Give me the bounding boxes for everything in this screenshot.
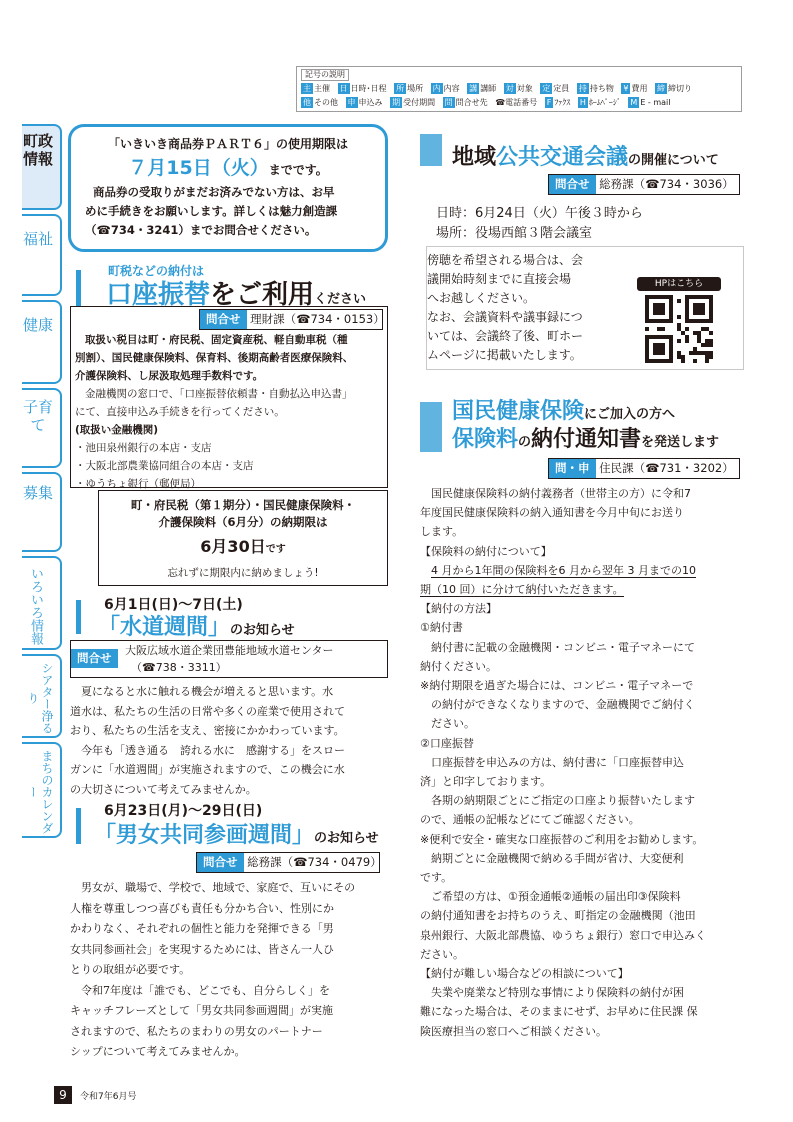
legend-item: 期 受付期間 xyxy=(392,98,436,107)
legend-item: 所 場所 xyxy=(396,84,424,93)
legend-item: 締 締切り xyxy=(657,84,693,93)
heading-bar xyxy=(76,270,81,306)
legend-item: H ﾎｰﾑﾍﾟｰｼﾞ xyxy=(579,98,621,107)
sidebar-tab-label: 健康 xyxy=(22,316,53,334)
qr-code-icon[interactable] xyxy=(645,295,713,363)
gender-body: 男女が、職場で、学校で、地域で、家庭で、互いにその 人権を尊重しつつ喜びも責任も分かち合い、性別にか かわりなく、それぞれの個性と能力を発揮できる「男 女共同参画社会」を実現するためには、皆さん一人ひ とりの取組が必要です。 令和7年度は「誰でも、どこでも、自分らしく」を キャッチフレーズとして「男女共同参画週間」が実施 されますので、私たちのまわりの男女のパートナー シップについて考えてみませんか。 xyxy=(70,881,356,1058)
issue-label: 令和7年6月号 xyxy=(80,1092,137,1102)
qr-block[interactable] xyxy=(637,277,721,369)
water-title: 「水道週間」のお知らせ xyxy=(98,615,295,640)
legend-row-2 xyxy=(301,97,676,108)
transit-box xyxy=(426,246,744,370)
deadline-date-line: 6月30日です xyxy=(200,537,286,556)
sidebar-tab-town-info[interactable] xyxy=(22,124,62,210)
transit-heading xyxy=(420,134,750,174)
legend-title: 記号の説明 xyxy=(301,69,349,81)
heading-bar xyxy=(76,600,81,634)
account-title: 口座振替をご利用ください xyxy=(106,280,367,310)
water-heading xyxy=(76,594,390,640)
nhi-heading-methods: 【納付の方法】 xyxy=(420,602,497,616)
legend-item: 主 主催 xyxy=(303,84,330,93)
gender-heading xyxy=(76,800,390,846)
deadline-note: 忘れずに期限内に納めましょう! xyxy=(167,567,319,579)
legend-item: 定 定員 xyxy=(542,84,570,93)
heading-bar xyxy=(420,134,442,166)
qr-label: HPはこちら xyxy=(637,277,721,291)
sidebar-tab-label: 募集 xyxy=(22,484,53,502)
sidebar-tab-label: シアター浄るり xyxy=(26,662,54,734)
legend-item: 講 講師 xyxy=(469,84,497,93)
heading-bar xyxy=(76,808,81,844)
transit-body: 傍聴を希望される場合は、会 議開始時刻までに直接会場 へお越しください。 なお、会議資料や議事録につ いては、会議終了後、町ホー ムページに掲載いたします。 xyxy=(427,253,584,362)
sidebar-tab-recruitment[interactable] xyxy=(22,472,62,552)
voucher-date-suffix: までです。 xyxy=(268,163,328,177)
legend-item: ¥ 費用 xyxy=(623,84,648,93)
voucher-body: 商品券の受取りがまだお済みでない方は、お早 めに手続きをお願いします。詳しくは魅力創造課 （☎734・3241）までお問合せください。 xyxy=(85,185,338,237)
deadline-line1: 町・府民税（第１期分）・国民健康保険料・ xyxy=(130,498,356,512)
legend-box xyxy=(296,66,742,112)
sidebar-tab-misc-info[interactable] xyxy=(22,556,62,650)
legend-item: F ﾌｧｸｽ xyxy=(546,98,571,107)
legend-row-1 xyxy=(301,83,697,94)
sidebar-tab-calendar[interactable] xyxy=(22,742,62,838)
account-box xyxy=(70,306,388,488)
transit-datetime: 日時：6月24日（火）午後３時から xyxy=(436,206,643,221)
nhi-heading xyxy=(420,394,750,454)
legend-item: 対 対象 xyxy=(505,84,533,93)
sidebar-tab-childcare[interactable] xyxy=(22,388,62,468)
legend-item: 内 内容 xyxy=(432,84,460,93)
account-heading xyxy=(76,262,390,310)
sidebar-tab-label: 子育て xyxy=(22,398,53,434)
transit-place: 場所：役場西館３階会議室 xyxy=(436,226,593,241)
deadline-box xyxy=(98,490,388,586)
water-body: 夏になると水に触れる機会が増えると思います。水 道水は、私たちの生活の日常や多くの産業で使用されて おり、私たちの生活を支え、密接にかかわっています。 今年も「透き通る 誇れる水に 感謝する」をスロー ガンに「水道週間」が実施されますので、この機会に水 の大切さについて考えてみませんか。 xyxy=(70,685,345,796)
voucher-date-line xyxy=(71,153,385,180)
heading-bar xyxy=(420,402,442,452)
legend-item: 日 日時･日程 xyxy=(339,84,387,93)
sidebar-tab-health[interactable] xyxy=(22,300,62,384)
voucher-line1: 「いきいき商品券ＰＡＲＴ６」の使用期限は xyxy=(107,137,348,151)
nhi-inquiry: 問・申 住民課（☎731・3202） xyxy=(548,458,740,479)
gender-title: 「男女共同参画週間」のお知らせ xyxy=(94,823,379,848)
legend-item: 申 申込み xyxy=(347,98,383,107)
transit-inquiry: 問合せ 総務課（☎734・3036） xyxy=(548,174,740,195)
water-inquiry: 問合せ 大阪広域水道企業団豊能地域水道センター （☎738・3311） xyxy=(70,640,388,678)
account-body: 取扱い税目は町・府民税、固定資産税、軽自動車税（種 別割）、国民健康保険料、保育料、後期高齢者医療保険料、 介護保険料、し尿汲取処理手数料です。 xyxy=(75,334,354,382)
legend-item: ☎電話番号 xyxy=(495,98,538,107)
sidebar-tab-label: まちのカレンダー xyxy=(26,750,54,834)
legend-item: 他 その他 xyxy=(303,98,338,107)
legend-item: M E - mail xyxy=(630,98,671,107)
voucher-date: ７月15日（火） xyxy=(128,157,269,179)
page-number: 9 xyxy=(54,1086,72,1104)
nhi-body: 国民健康保険料の納付義務者（世帯主の方）に令和7 年度国民健康保険料の納入通知書を今月中旬にお送り します。 【保険料の納付について】 4 月から1年間の保険料を6 月から翌年 3 月までの10 期（10 回）に分けて納付いただきます。 【納付の方法】 ①納付書 納付書に記載の金融機関・コンビニ・電子マネーにて 納付ください。 ※納付期限を過ぎた場合には、コンビニ・電子マネーで の納付ができなくなりますので、金融機関でご納付く ださい。 ②口座振替 口座振替を申込みの方は、納付書に「口座振替申込 済」と印字しております。 各期の納期限ごとにご指定の口座より振替いたします ので、通帳の記帳などにてご確認ください。 ※便利で安全・確実な口座振替のご利用をお勧めします。 納期ごとに金融機関で納める手間が省け、大変便利 です。 ご希望の方は、①預金通帳②通帳の届出印③保険料 の納付通知書をお持ちのうえ、町指定の金融機関（池田 泉州銀行、大阪北部農協、ゆうちょ銀行）窓口で申込みく ださい。 【納付が難しい場合などの相談について】 失業や廃業など特別な事情により保険料の納付が困 難になった場合は、そのままにせず、お早めに住民課 保 険医療担当の窓口へご相談ください。 xyxy=(420,484,750,1041)
nhi-title-line1: 国民健康保険にご加入の方へ xyxy=(452,399,676,424)
account-inquiry: 問合せ 理財課（☎734・0153） xyxy=(199,309,383,330)
legend-item: 問 問合せ先 xyxy=(444,98,488,107)
gender-dates: 6月23日(月)～29日(日) xyxy=(104,803,263,819)
nhi-title-line2: 保険料の納付通知書を発送します xyxy=(452,427,720,452)
water-dates: 6月1日(日)～7日(土) xyxy=(104,597,243,613)
legend-item: 持 持ち物 xyxy=(578,84,614,93)
deadline-line2: 介護保険料（6月分）の納期限は xyxy=(158,515,328,529)
sidebar-tab-label: いろいろ情報 xyxy=(28,567,43,645)
sidebar-tab-label: 福祉 xyxy=(22,230,53,248)
sidebar-tab-welfare[interactable] xyxy=(22,214,62,296)
nhi-heading-payment: 【保険料の納付について】 xyxy=(420,544,552,558)
account-pre: 町税などの納付は xyxy=(108,264,205,278)
nhi-heading-consult: 【納付が難しい場合などの相談について】 xyxy=(420,967,629,981)
sidebar-tab-theater[interactable] xyxy=(22,654,62,738)
sidebar-tab-label: 町政情報 xyxy=(22,132,53,168)
gender-inquiry: 問合せ 総務課（☎734・0479） xyxy=(196,852,380,873)
voucher-notice xyxy=(68,124,388,252)
transit-schedule xyxy=(436,204,643,244)
transit-title: 地域公共交通会議の開催について xyxy=(452,145,719,170)
account-body-2: 金融機関の窓口で、「口座振替依頼書・自動払込申込書」 にて、直接申込み手続きを行ってください。 (取扱い金融機関) ・池田泉州銀行の本店・支店 ・大阪北部農業協同組合の本店・支店 ・ゆうちょ銀行（郵便局） xyxy=(75,388,353,490)
